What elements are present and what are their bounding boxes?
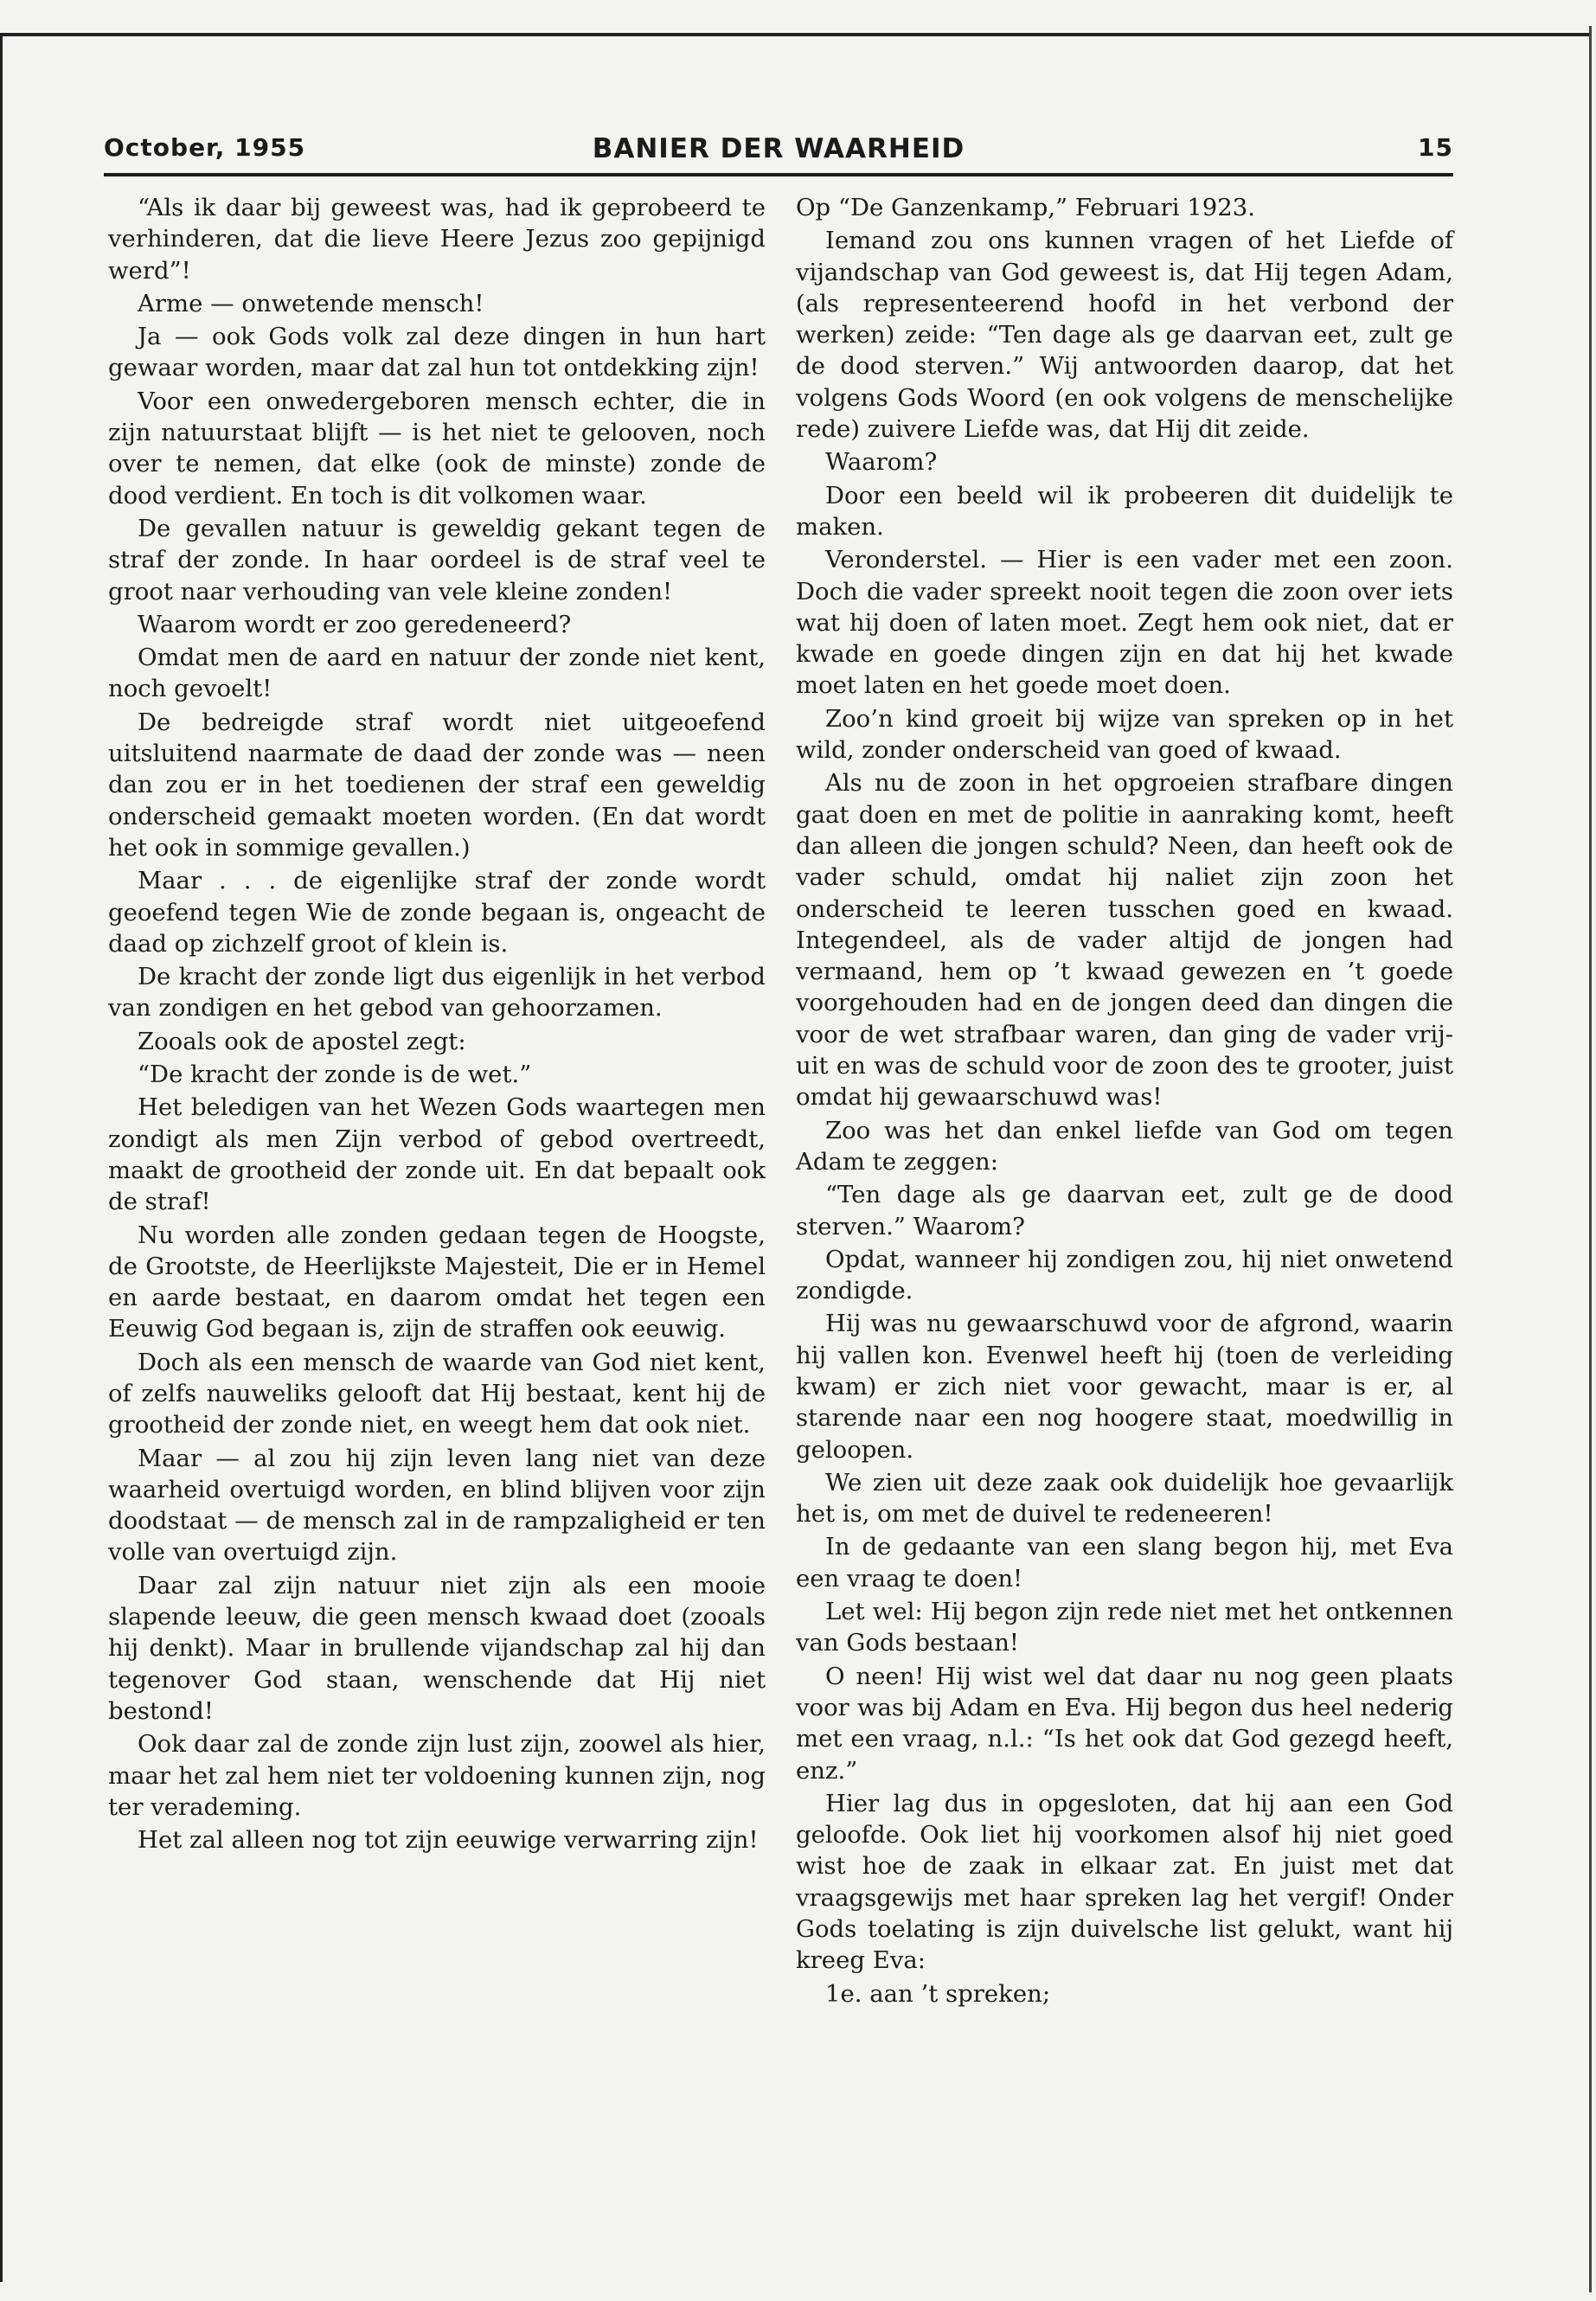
paragraph: Waarom? — [825, 448, 938, 477]
paragraph: Hij was nu gewaarschuwd voor de afgrond, waarin hij vallen kon. Evenwel heeft hij (toen de verleiding kwam) er zich niet voor gewacht, maar is er, al starende naar een nog hoogere staat, moedwillig in geloopen. — [796, 1310, 1453, 1464]
header-date: October, 1955 — [104, 133, 306, 162]
paragraph: In de gedaante van een slang begon hij, met Eva een vraag te doen! — [796, 1533, 1453, 1593]
paragraph: Zoo was het dan enkel liefde van God om tegen Adam te zeggen: — [796, 1116, 1453, 1176]
paragraph: Ja — ook Gods volk zal deze dingen in hun hart gewaar worden, maar dat zal hun tot ontdekking zijn! — [108, 323, 766, 382]
paragraph: Omdat men de aard en natuur der zonde niet kent, noch gevoelt! — [108, 644, 766, 703]
paragraph: De bedreigde straf wordt niet uitgeoefend uitsluitend naarmate de daad der zonde was — neen dan zou er in het toedienen der straf een geweldig onderscheid gemaakt moeten worden. (En dat wordt het ook in sommige gevallen.) — [108, 708, 766, 862]
paragraph: Opdat, wanneer hij zondigen zou, hij niet onwetend zondigde. — [796, 1245, 1453, 1305]
header-page-number: 15 — [1418, 133, 1453, 162]
paragraph: 1e. aan ’t spreken; — [825, 1979, 1051, 2008]
paragraph: “Als ik daar bij geweest was, had ik geprobeerd te verhinderen, dat die lieve Heere Jezus zoo gepijnigd werd”! — [108, 194, 766, 285]
paragraph: Daar zal zijn natuur niet zijn als een mooie slapende leeuw, die geen mensch kwaad doet (zooals hij denkt). Maar in brullende vijandschap zal hij dan tegenover God staan, wenschende dat Hij niet bestond! — [108, 1571, 766, 1725]
paragraph: Door een beeld wil ik probeeren dit duidelijk te maken. — [796, 481, 1453, 541]
header-title: BANIER DER WAARHEID — [592, 133, 965, 164]
paragraph: Veronderstel. — Hier is een vader met een zoon. Doch die vader spreekt nooit tegen die zoon over iets wat hij doen of laten moet. Zegt hem ook niet, dat er kwade en goede dingen zijn en dat hij het kwade moet laten en het goede moet doen. — [796, 546, 1453, 700]
paragraph: Zooals ook de apostel zegt: — [138, 1027, 466, 1055]
paragraph: De gevallen natuur is geweldig gekant tegen de straf der zonde. In haar oordeel is de straf veel te groot naar verhouding van vele kleine zonden! — [108, 514, 766, 606]
paragraph: Het beledigen van het Wezen Gods waartegen men zondigt als men Zijn verbod of gebod overtreedt, maakt de grootheid der zonde uit. En dat bepaalt ook de straf! — [108, 1093, 766, 1216]
right-column — [796, 192, 1453, 2011]
paragraph: Let wel: Hij begon zijn rede niet met het ontkennen van Gods bestaan! — [796, 1598, 1453, 1657]
paragraph: Het zal alleen nog tot zijn eeuwige verwarring zijn! — [138, 1826, 759, 1855]
paragraph: We zien uit deze zaak ook duidelijk hoe gevaarlijk het is, om met de duivel te redeneeren! — [796, 1468, 1453, 1529]
paragraph: Nu worden alle zonden gedaan tegen de Hoogste, de Grootste, de Heerlijkste Majesteit, Die er in Hemel en aarde bestaat, en daarom omdat het tegen een Eeuwig God begaan is, zijn de straffen ook eeuwig. — [108, 1221, 766, 1343]
paragraph: Waarom wordt er zoo geredeneerd? — [138, 610, 572, 638]
paragraph: Zoo’n kind groeit bij wijze van spreken op in het wild, zonder onderscheid van goed of kwaad. — [796, 704, 1453, 765]
left-column — [108, 192, 766, 1857]
paragraph: “Ten dage als ge daarvan eet, zult ge de dood sterven.” Waarom? — [796, 1181, 1453, 1240]
paragraph: Maar — al zou hij zijn leven lang niet van deze waarheid overtuigd worden, en blind blijven voor zijn doodstaat — de mensch zal in de rampzaligheid er ten volle van overtuigd zijn. — [108, 1444, 766, 1567]
paragraph: Ook daar zal de zonde zijn lust zijn, zoowel als hier, maar het zal hem niet ter voldoening kunnen zijn, nog ter verademing. — [108, 1730, 766, 1821]
paragraph: Iemand zou ons kunnen vragen of het Liefde of vijandschap van God geweest is, dat Hij tegen Adam, (als representeerend hoofd in het verbond der werken) zeide: “Ten dage als ge daarvan eet, zult ge de dood sterven.” Wij antwoorden daarop, dat het volgens Gods Woord (en ook volgens de menschelijke rede) zuivere Liefde was, dat Hij dit zeide. — [796, 227, 1453, 444]
paragraph: Voor een onwedergeboren mensch echter, die in zijn natuurstaat blijft — is het niet te gelooven, noch over te nemen, dat elke (ook de minste) zonde de dood verdient. En toch is dit volkomen waar. — [108, 387, 766, 510]
page-header — [104, 130, 1453, 176]
paragraph: Als nu de zoon in het opgroeien strafbare dingen gaat doen en met de politie in aanraking komt, heeft dan alleen die jongen schuld? Neen, dan heeft ook de vader schuld, omdat hij naliet zijn zoon het onderscheid te leeren tusschen goed en kwaad. Integendeel, als de vader altijd de jongen had vermaand, hem op ’t kwaad gewezen en ’t goede voorgehouden had en de jongen deed dan dingen die voor de wet strafbaar waren, dan ging de vader vrij-uit en was de schuld voor de zoon des te grooter, juist omdat hij gewaarschuwd was! — [796, 769, 1453, 1112]
paragraph: Arme — onwetende mensch! — [138, 289, 484, 317]
paragraph: De kracht der zonde ligt dus eigenlijk in het verbod van zondigen en het gebod van gehoorzamen. — [108, 963, 766, 1022]
page-edge — [1589, 26, 1592, 2292]
paragraph: O neen! Hij wist wel dat daar nu nog geen plaats voor was bij Adam en Eva. Hij begon dus heel nederig met een vraag, n.l.: “Is het ook dat God gezegd heeft, enz.” — [796, 1662, 1453, 1785]
paragraph: Hier lag dus in opgesloten, dat hij aan een God geloofde. Ook liet hij voorkomen alsof hij niet goed wist hoe de zaak in elkaar zat. En juist met dat vraagsgewijs met haar spreken lag het vergif! Onder Gods toelating is zijn duivelsche list gelukt, want hij kreeg Eva: — [796, 1789, 1453, 1975]
paragraph: Op “De Ganzenkamp,” Februari 1923. — [796, 194, 1255, 221]
paragraph: Maar . . . de eigenlijke straf der zonde wordt geoefend tegen Wie de zonde begaan is, ongeacht de daad op zichzelf groot of klein is. — [108, 867, 766, 958]
paragraph: “De kracht der zonde is de wet.” — [138, 1061, 532, 1089]
paragraph: Doch als een mensch de waarde van God niet kent, of zelfs nauweliks gelooft dat Hij bestaat, kent hij de grootheid der zonde niet, en weegt hem dat ook niet. — [108, 1348, 766, 1439]
